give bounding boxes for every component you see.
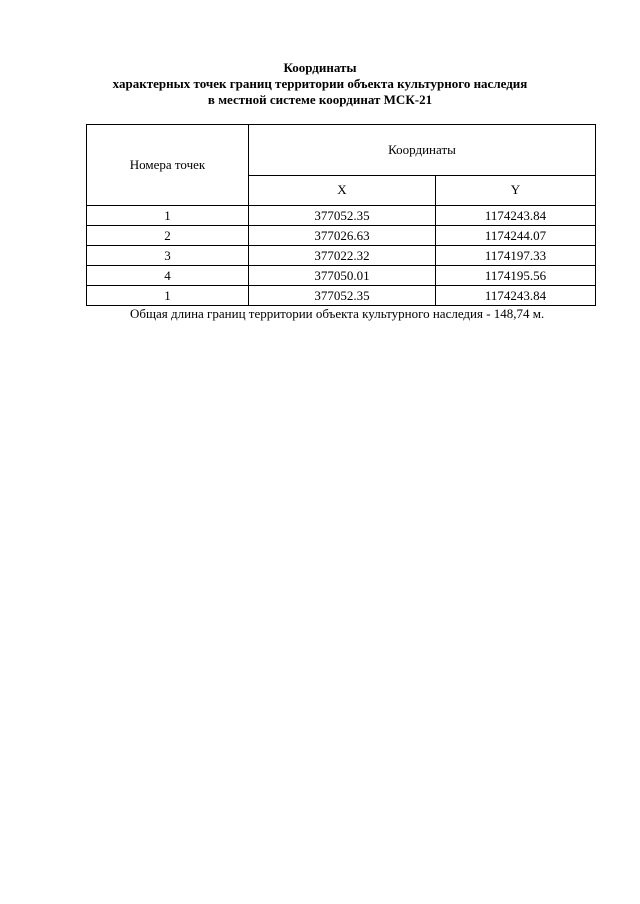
header-y: Y — [436, 175, 596, 205]
heading-subtitle: характерных точек границ территории объекта культурного наследия — [112, 76, 528, 91]
x-value: 377052.35 — [249, 286, 436, 306]
point-number: 4 — [87, 266, 249, 286]
y-value: 1174243.84 — [436, 206, 596, 226]
table-row — [87, 286, 596, 306]
point-number: 2 — [87, 226, 249, 246]
y-value: 1174195.56 — [436, 266, 596, 286]
x-value: 377052.35 — [249, 206, 436, 226]
table-row — [87, 206, 596, 226]
header-x: X — [249, 175, 436, 205]
table-row — [87, 246, 596, 266]
table-row — [87, 266, 596, 286]
header-coordinates: Координаты — [249, 125, 596, 176]
heading-title: Координаты — [283, 60, 357, 75]
y-value: 1174243.84 — [436, 286, 596, 306]
heading-coordinate-system: в местной системе координат МСК-21 — [207, 92, 433, 107]
x-value: 377022.32 — [249, 246, 436, 266]
x-value: 377026.63 — [249, 226, 436, 246]
total-length-note: Общая длина границ территории объекта культурного наследия - 148,74 м. — [130, 306, 545, 321]
header-point-numbers: Номера точек — [87, 125, 249, 206]
point-number: 1 — [87, 206, 249, 226]
document-heading — [0, 60, 640, 108]
x-value: 377050.01 — [249, 266, 436, 286]
y-value: 1174244.07 — [436, 226, 596, 246]
y-value: 1174197.33 — [436, 246, 596, 266]
point-number: 1 — [87, 286, 249, 306]
table-row — [87, 226, 596, 246]
coordinates-table — [86, 124, 596, 306]
point-number: 3 — [87, 246, 249, 266]
